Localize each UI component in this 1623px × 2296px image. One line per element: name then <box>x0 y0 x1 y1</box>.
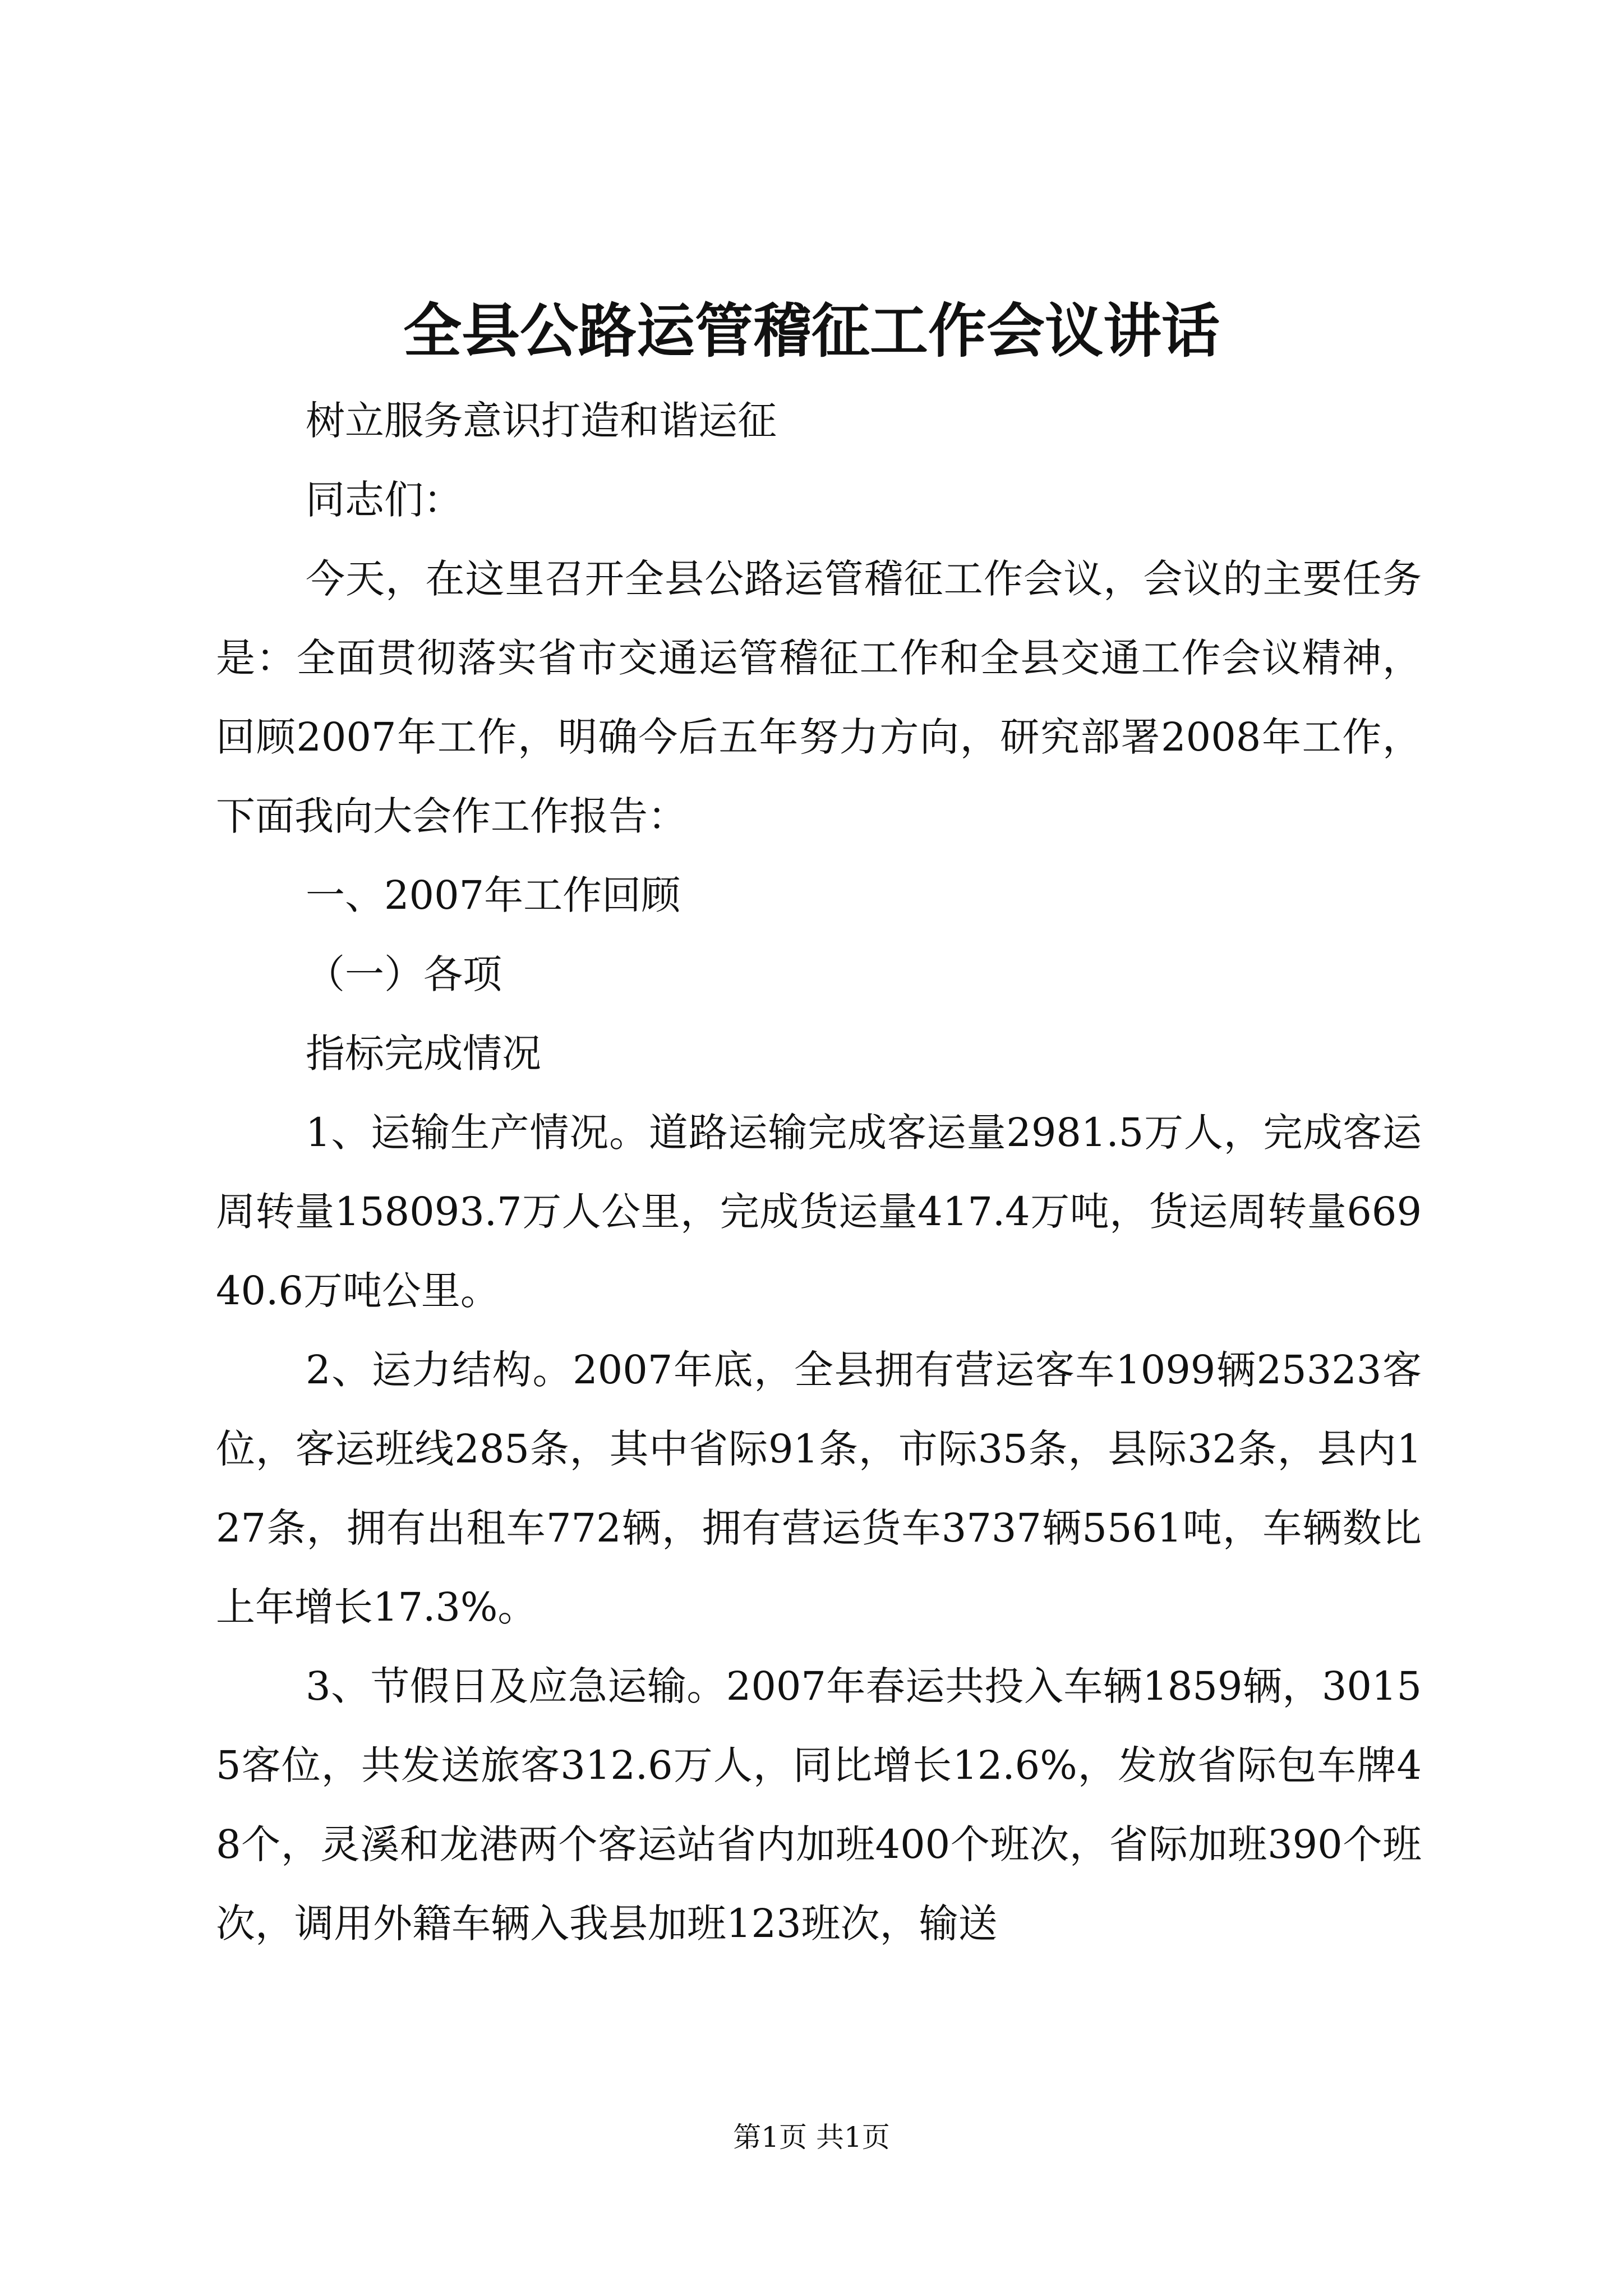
intro-paragraph: 今天，在这里召开全县公路运管稽征工作会议，会议的主要任务是：全面贯彻落实省市交通运管稽征工作和全县交通工作会议精神，回顾2007年工作，明确今后五年努力方向，研究部署2008年工作，下面我向大会作工作报告： <box>216 556 1422 839</box>
item-paragraph-3: 3、节假日及应急运输。2007年春运共投入车辆1859辆，30155客位，共发送旅客312.6万人，同比增长12.6%，发放省际包车牌48个，灵溪和龙港两个客运站省内加班400个班次，省际加班390个班次，调用外籍车辆入我县加班123班次，输送 <box>216 1663 1422 1947</box>
subsection-heading: （一）各项 <box>306 951 502 997</box>
document-title: 全县公路运管稽征工作会议讲话 <box>403 297 1220 365</box>
section-heading: 一、2007年工作回顾 <box>306 872 681 918</box>
page-footer: 第1页 共1页 <box>733 2121 890 2154</box>
subtitle-paragraph: 树立服务意识打造和谐运征 <box>306 398 777 444</box>
salutation-paragraph: 同志们： <box>306 477 463 523</box>
document-body <box>216 381 1422 1963</box>
item-paragraph-1: 1、运输生产情况。道路运输完成客运量2981.5万人，完成客运周转量158093.7万人公里，完成货运量417.4万吨，货运周转量66940.6万吨公里。 <box>216 1110 1422 1314</box>
subsection-heading-continued: 指标完成情况 <box>306 1030 541 1076</box>
item-paragraph-2: 2、运力结构。2007年底，全县拥有营运客车1099辆25323客位，客运班线285条，其中省际91条，市际35条，县际32条，县内127条，拥有出租车772辆，拥有营运货车3737辆5561吨，车辆数比上年增长17.3%。 <box>216 1347 1422 1630</box>
